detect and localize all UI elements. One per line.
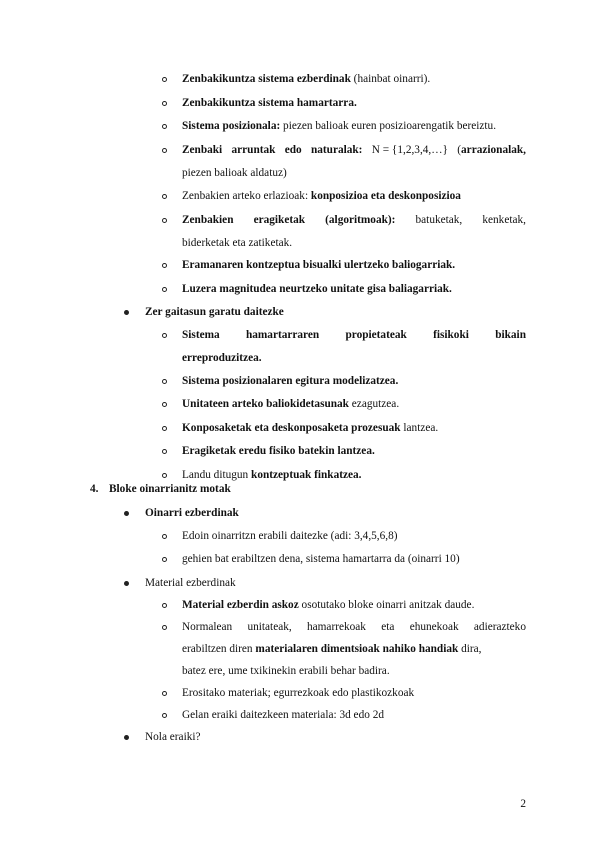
circle-bullet-icon bbox=[162, 287, 167, 292]
circle-bullet-icon bbox=[162, 625, 167, 630]
list-item: Luzera magnitudea neurtzeko unitate gisa baliagarriak. bbox=[182, 283, 452, 295]
circle-bullet-icon bbox=[162, 713, 167, 718]
section-heading: Bloke oinarrianitz motak bbox=[109, 483, 231, 495]
list-item: Nola eraiki? bbox=[145, 731, 201, 743]
list-item-continuation: batez ere, ume txikinekin erabili behar badira. bbox=[182, 665, 390, 677]
circle-bullet-icon bbox=[162, 473, 167, 478]
circle-bullet-icon bbox=[162, 263, 167, 268]
list-item: gehien bat erabiltzen dena, sistema hamartarra da (oinarri 10) bbox=[182, 553, 460, 565]
list-item-continuation: erabiltzen diren materialaren dimentsioak nahiko handiak dira, bbox=[182, 643, 482, 655]
circle-bullet-icon bbox=[162, 124, 167, 129]
list-item: Edoin oinarritzn erabili daitezke (adi: 3,4,5,6,8) bbox=[182, 530, 398, 542]
circle-bullet-icon bbox=[162, 603, 167, 608]
list-item: Material ezberdinak bbox=[145, 577, 236, 589]
list-item: Zenbakikuntza sistema ezberdinak (hainbat oinarri). bbox=[182, 73, 431, 85]
list-item-justified: Sistema hamartarraren propietateak fisikoki bikain bbox=[182, 329, 526, 341]
list-item: Zenbakien arteko erlazioak: konposizioa eta deskonposizioa bbox=[182, 190, 461, 202]
page-number: 2 bbox=[520, 798, 526, 810]
disc-bullet-icon bbox=[124, 511, 129, 516]
list-item: Konposaketak eta deskonposaketa prozesuak lantzea. bbox=[182, 422, 439, 434]
list-item: Sistema posizionala: piezen balioak euren posizioarengatik bereiztu. bbox=[182, 120, 497, 132]
list-item-continuation: biderketak eta zatiketak. bbox=[182, 237, 293, 249]
circle-bullet-icon bbox=[162, 426, 167, 431]
circle-bullet-icon bbox=[162, 333, 167, 338]
list-item: Sistema posizionalaren egitura modelizatzea. bbox=[182, 375, 399, 387]
list-item-continuation: erreproduzitzea. bbox=[182, 352, 262, 364]
list-item-justified: Normalean unitateak, hamarrekoak eta ehunekoak adierazteko bbox=[182, 621, 526, 633]
list-item: Eramanaren kontzeptua bisualki ulertzeko baliogarriak. bbox=[182, 259, 456, 271]
list-item-justified: Zenbaki arruntak edo naturalak: N = {1,2,3,4,…} (arrazionalak, bbox=[182, 144, 526, 156]
circle-bullet-icon bbox=[162, 77, 167, 82]
circle-bullet-icon bbox=[162, 449, 167, 454]
circle-bullet-icon bbox=[162, 402, 167, 407]
circle-bullet-icon bbox=[162, 557, 167, 562]
list-item: Material ezberdin askoz osotutako bloke oinarri anitzak daude. bbox=[182, 599, 475, 611]
circle-bullet-icon bbox=[162, 101, 167, 106]
circle-bullet-icon bbox=[162, 691, 167, 696]
section-number: 4. bbox=[90, 483, 99, 495]
disc-bullet-icon bbox=[124, 735, 129, 740]
list-item: Erositako materiak; egurrezkoak edo plastikozkoak bbox=[182, 687, 415, 699]
list-item: Landu ditugun kontzeptuak finkatzea. bbox=[182, 469, 362, 481]
list-item: Unitateen arteko baliokidetasunak ezagutzea. bbox=[182, 398, 400, 410]
circle-bullet-icon bbox=[162, 218, 167, 223]
list-item: Zer gaitasun garatu daitezke bbox=[145, 306, 284, 318]
circle-bullet-icon bbox=[162, 534, 167, 539]
circle-bullet-icon bbox=[162, 148, 167, 153]
circle-bullet-icon bbox=[162, 379, 167, 384]
list-item-justified: Zenbakien eragiketak (algoritmoak): batuketak, kenketak, bbox=[182, 214, 526, 226]
list-item: Eragiketak eredu fisiko batekin lantzea. bbox=[182, 445, 375, 457]
list-item: Zenbakikuntza sistema hamartarra. bbox=[182, 97, 357, 109]
circle-bullet-icon bbox=[162, 194, 167, 199]
list-item-continuation: piezen balioak aldatuz) bbox=[182, 167, 287, 179]
list-item: Oinarri ezberdinak bbox=[145, 507, 239, 519]
list-item: Gelan eraiki daitezkeen materiala: 3d edo 2d bbox=[182, 709, 384, 721]
disc-bullet-icon bbox=[124, 310, 129, 315]
disc-bullet-icon bbox=[124, 581, 129, 586]
